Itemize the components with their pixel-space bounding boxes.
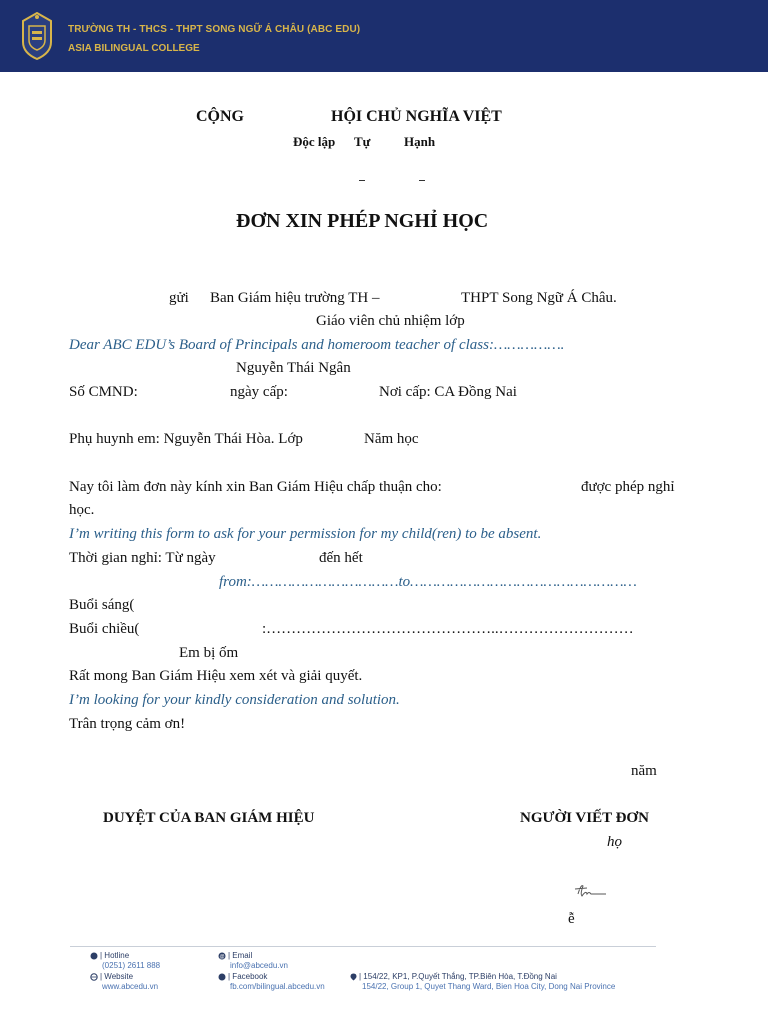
absence-reason: Em bị ốm xyxy=(179,645,239,661)
afternoon-label: Buổi chiều( xyxy=(69,621,140,637)
facebook-icon xyxy=(218,973,226,981)
request-permission: được phép nghỉ xyxy=(581,479,675,495)
facebook-value[interactable]: fb.com/bilingual.abcedu.vn xyxy=(230,982,325,991)
writer-heading: NGƯỜI VIẾT ĐƠN xyxy=(520,810,649,826)
dash-mark xyxy=(359,180,365,181)
to-label: gửi xyxy=(169,290,189,306)
issue-place: Nơi cấp: CA Đồng Nai xyxy=(379,384,517,400)
request-line-cont: học. xyxy=(69,502,95,518)
motto-part2: Tự xyxy=(354,134,371,149)
absence-end-label: đến hết xyxy=(319,550,363,566)
website-value[interactable]: www.abcedu.vn xyxy=(102,982,159,991)
writer-note: họ xyxy=(607,834,622,850)
address-english: 154/22, Group 1, Quyet Thang Ward, Bien Hoa City, Dong Nai Province xyxy=(362,982,616,991)
motto-part3: Hạnh xyxy=(404,134,436,149)
college-name: ASIA BILINGUAL COLLEGE xyxy=(68,43,200,54)
parent-line: Phụ huynh em: Nguyễn Thái Hòa. Lớp xyxy=(69,431,303,447)
facebook-label: | Facebook xyxy=(228,972,268,981)
national-line-part1: CỘNG xyxy=(196,108,244,125)
globe-icon xyxy=(90,973,98,981)
hope-line: Rất mong Ban Giám Hiệu xem xét và giải quyết. xyxy=(69,668,363,684)
school-crest-logo xyxy=(20,12,54,60)
looking-english: I’m looking for your kindly consideration and solution. xyxy=(69,692,400,708)
recipient-school-cont: THPT Song Ngữ Á Châu. xyxy=(461,290,617,306)
approval-heading: DUYỆT CỦA BAN GIÁM HIỆU xyxy=(103,810,315,826)
afternoon-dots: :………………………………………..……………………… xyxy=(262,621,634,637)
address-block xyxy=(350,972,615,992)
id-label: Số CMND: xyxy=(69,384,138,400)
email-block xyxy=(218,951,288,971)
email-icon xyxy=(218,952,226,960)
from-to-english: from:……………………………to…………………………………………… xyxy=(219,574,637,590)
location-pin-icon xyxy=(350,973,357,981)
request-line: Nay tôi làm đơn này kính xin Ban Giám Hiệu chấp thuận cho: xyxy=(69,479,442,495)
student-name: Nguyễn Thái Ngân xyxy=(236,360,351,376)
writer-tail-char: ễ xyxy=(568,911,575,927)
email-label: | Email xyxy=(228,951,253,960)
facebook-block xyxy=(218,972,325,992)
signature-mark xyxy=(572,880,612,902)
motto-part1: Độc lập xyxy=(293,134,336,149)
address-vietnamese: | 154/22, KP1, P.Quyết Thắng, TP.Biên Hòa, T.Đồng Nai xyxy=(359,972,557,981)
school-name: TRƯỜNG TH - THCS - THPT SONG NGỮ Á CHÂU (ABC EDU) xyxy=(68,24,361,35)
homeroom-teacher: Giáo viên chủ nhiệm lớp xyxy=(316,313,465,329)
absence-time-label: Thời gian nghỉ: Từ ngày xyxy=(69,550,216,566)
website-label: | Website xyxy=(100,972,134,981)
school-year-label: Năm học xyxy=(364,431,419,447)
hotline-block xyxy=(90,951,160,971)
form-title: ĐƠN XIN PHÉP NGHỈ HỌC xyxy=(236,210,489,232)
hotline-value: (0251) 2611 888 xyxy=(102,961,161,970)
dear-english: Dear ABC EDU’s Board of Principals and homeroom teacher of class:……………. xyxy=(69,337,565,353)
writing-english: I’m writing this form to ask for your permission for my child(ren) to be absent. xyxy=(69,526,542,542)
footer-divider xyxy=(70,946,656,947)
svg-text:@: @ xyxy=(219,953,225,960)
header-bar xyxy=(0,0,768,72)
recipient-school: Ban Giám hiệu trường TH – xyxy=(210,290,380,306)
dash-mark xyxy=(419,180,425,181)
thanks-line: Trân trọng cảm ơn! xyxy=(69,716,186,732)
morning-label: Buổi sáng( xyxy=(69,597,135,613)
national-line-part2: HỘI CHỦ NGHĨA VIỆT xyxy=(331,108,502,125)
date-year-word: năm xyxy=(631,763,657,779)
issue-date-label: ngày cấp: xyxy=(230,384,288,400)
website-block xyxy=(90,972,158,992)
phone-icon xyxy=(90,952,98,960)
hotline-label: | Hotline xyxy=(100,951,130,960)
email-value[interactable]: info@abcedu.vn xyxy=(230,961,288,970)
